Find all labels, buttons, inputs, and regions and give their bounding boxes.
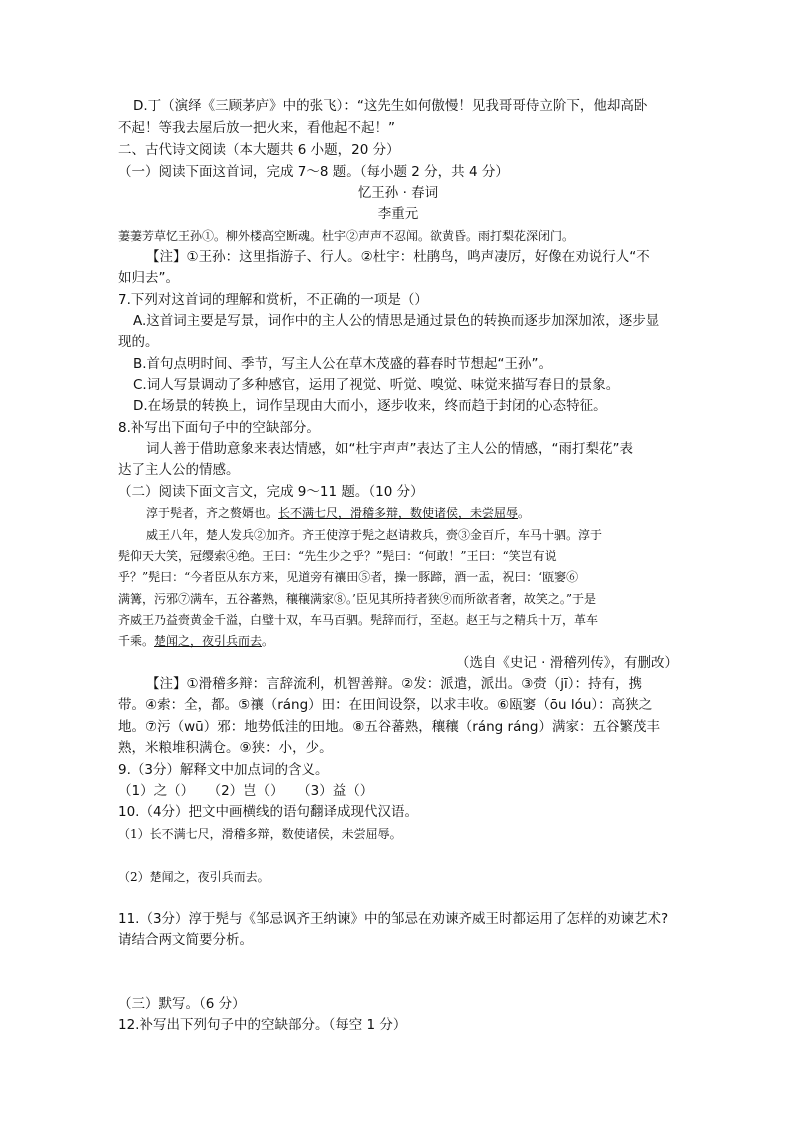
text-line [118, 226, 678, 246]
line-text: （2）楚闻之，夜引兵而去。 [118, 870, 270, 884]
underlined-sentence: 长不满七尺，滑稽多辩，数使诸侯，未尝屈辱 [278, 506, 519, 520]
text-line [118, 290, 678, 310]
text-line [118, 631, 678, 651]
line-text-tail: 。 [262, 634, 275, 648]
text-line [118, 140, 678, 160]
text-line [146, 503, 706, 523]
line-text: （一）阅读下面这首词，完成 7～8 题。（每小题 2 分，共 4 分） [118, 164, 509, 180]
line-text: （三）默写。（6 分） [118, 996, 246, 1012]
text-line [118, 909, 678, 929]
line-text: 乎？”髡曰：“今者臣从东方来，见道旁有禳田⑤者，操一豚蹄，酒一盂，祝曰：‘瓯窭⑥ [118, 570, 579, 584]
line-text: （选自《史记 · 滑稽列传》，有删改） [455, 655, 678, 671]
line-text: 千乘。 [118, 634, 155, 648]
text-line [118, 482, 678, 502]
line-text: 不起！等我去屋后放一把火来，看他起不起！” [118, 120, 395, 136]
line-text: （1）长不满七尺，滑稽多辩，数使诸侯，未尝屈辱。 [118, 827, 402, 841]
text-line [146, 439, 706, 459]
text-line [118, 738, 678, 758]
line-text: D.在场景的转换上，词作呈现由大而小，逐步收来，终而趋于封闭的心态特征。 [133, 398, 607, 414]
line-text: 10.（4分）把文中画横线的语句翻译成现代汉语。 [118, 804, 419, 820]
line-text: 髡仰天大笑，冠缨索④绝。王曰：“先生少之乎？”髡曰：“何敢！”王曰：“笑岂有说 [118, 549, 557, 563]
line-text-tail: 。 [518, 506, 531, 520]
line-text: 词人善于借助意象来表达情感，如“杜宇声声”表达了主人公的情感，“雨打梨花”表 [146, 441, 633, 457]
text-line [133, 96, 693, 116]
text-line [133, 375, 693, 395]
text-line [118, 204, 678, 224]
line-text: 12.补写出下列句子中的空缺部分。（每空 1 分） [118, 1017, 407, 1033]
line-text: 齐威王乃益赍黄金千溢，白璧十双，车马百驷。髡辞而行，至赵。赵王与之精兵十万，革车 [118, 613, 599, 627]
text-line [118, 930, 678, 950]
line-text: D.丁（演绎《三顾茅庐》中的张飞）：“这先生如何傲慢！见我哥哥侍立阶下，他却高卧 [133, 98, 648, 114]
line-text: 【注】①滑稽多辩：言辞流利，机智善辩。②发：派遣，派出。③赍（jī）：持有，携 [146, 676, 643, 692]
text-line [118, 418, 678, 438]
line-text: 萋萋芳草忆王孙①。柳外楼高空断魂。杜宇②声声不忍闻。欲黄昏。雨打梨花深闭门。 [118, 229, 575, 243]
line-text: 11.（3分）淳于髡与《邹忌讽齐王纳谏》中的邹忌在劝谏齐威王时都运用了怎样的劝谏艺术? [118, 911, 669, 927]
line-text: 现的。 [118, 334, 159, 350]
text-line [118, 717, 678, 737]
line-text: A.这首词主要是写景，词作中的主人公的情思是通过景色的转换而逐步加深加浓，逐步显 [133, 313, 660, 329]
text-line [146, 674, 706, 694]
line-text: 8.补写出下面句子中的空缺部分。 [118, 420, 320, 436]
line-text: 请结合两文简要分析。 [118, 932, 253, 948]
line-text: 地。⑦污（wū）邪：地势低洼的田地。⑧五谷蕃熟，穰穰（ráng ráng）满家：五谷繁茂丰 [118, 719, 660, 735]
text-line [133, 311, 693, 331]
text-line [118, 460, 678, 480]
text-line [118, 610, 678, 630]
text-line [118, 589, 678, 609]
text-line [146, 525, 706, 545]
text-line [118, 760, 678, 780]
text-line [118, 162, 678, 182]
line-text: 熟，米粮堆积满仓。⑨狭：小，少。 [118, 740, 333, 756]
line-text: 【注】①王孙：这里指游子、行人。②杜宇：杜鹃鸟，鸣声凄厉，好像在劝说行人“不 [146, 249, 650, 265]
text-line [146, 247, 706, 267]
text-line [118, 781, 678, 801]
line-text: 二、古代诗文阅读（本大题共 6 小题，20 分） [118, 142, 400, 158]
line-text: 达了主人公的情感。 [118, 462, 240, 478]
underlined-sentence: 楚闻之，夜引兵而去 [154, 634, 263, 648]
line-text: C.词人写景调动了多种感官，运用了视觉、听觉、嗅觉、味觉来描写春日的景象。 [133, 377, 620, 393]
text-line [118, 695, 678, 715]
line-text: 如归去”。 [118, 270, 179, 286]
line-text: 9.（3分）解释文中加点词的含义。 [118, 762, 329, 778]
text-line [118, 1015, 678, 1035]
text-line [118, 332, 678, 352]
line-text: 7.下列对这首词的理解和赏析，不正确的一项是（） [118, 292, 428, 308]
line-text: 忆王孙 · 春词 [357, 185, 439, 201]
text-line [118, 824, 678, 844]
line-text: （二）阅读下面文言文，完成 9～11 题。（10 分） [118, 484, 424, 500]
text-line [118, 268, 678, 288]
text-line [118, 867, 678, 887]
line-text: （1）之（） （2）岂（） （3）益（） [118, 783, 374, 799]
text-line [118, 546, 678, 566]
text-line [133, 354, 693, 374]
text-line [118, 567, 678, 587]
text-line [118, 653, 678, 673]
line-text: 满篝，污邪⑦满车，五谷蕃熟，穰穰满家⑧。’臣见其所持者狭⑨而所欲者奢，故笑之。”于是 [118, 592, 596, 606]
text-line [118, 802, 678, 822]
line-text: 李重元 [377, 206, 419, 222]
text-line [133, 396, 693, 416]
text-line [118, 118, 678, 138]
line-text: 带。④索：全，都。⑤禳（ráng）田：在田间设祭，以求丰收。⑥瓯窭（ōu lóu）：高狭之 [118, 697, 653, 713]
text-line [118, 183, 678, 203]
text-line [118, 994, 678, 1014]
line-text: 威王八年，楚人发兵②加齐。齐王使淳于髡之赵请救兵，赍③金百斤，车马十驷。淳于 [146, 528, 603, 542]
line-text: 淳于髡者，齐之赘婿也。 [146, 506, 279, 520]
line-text: B.首句点明时间、季节，写主人公在草木茂盛的暮春时节想起“王孙”。 [133, 356, 553, 372]
